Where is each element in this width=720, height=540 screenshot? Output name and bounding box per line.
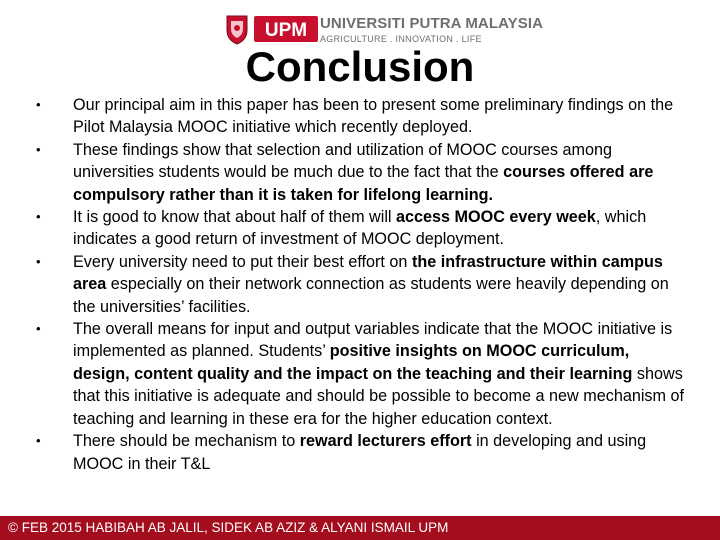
bullet-dot-icon: • <box>36 141 41 157</box>
bullet-text <box>44 318 688 430</box>
bullet-item <box>28 206 688 251</box>
bullet-text <box>44 206 688 251</box>
bullet-text-run: , which indicates a good return of investment of MOOC deployment. <box>73 208 647 249</box>
bullet-dot-icon: • <box>36 433 41 449</box>
bullet-text-run: shows that this initiative is adequate and should be possible to become a new mechanism of teaching and learning in these era for the higher education context. <box>73 364 684 428</box>
bullet-text-run: Every university need to put their best effort on <box>73 252 412 271</box>
bullet-text-bold: the infrastructure within campus area <box>73 252 663 294</box>
bullet-text-run: It is good to know that about half of them will <box>73 208 397 227</box>
bullet-text <box>44 139 688 206</box>
bullet-dot-icon: • <box>36 321 41 337</box>
bullet-text-run: Our principal aim in this paper has been to present some preliminary findings on the Pilot Malaysia MOOC initiative which recently deployed. <box>73 96 674 137</box>
bullet-list <box>28 94 688 475</box>
bullet-text <box>44 94 688 139</box>
bullet-text <box>44 430 688 475</box>
bullet-item <box>28 430 688 475</box>
bullet-item <box>28 94 688 139</box>
bullet-text-bold: positive insights on MOOC curriculum, design, content quality and the impact on the teaching and their learning <box>73 342 633 383</box>
bullet-text-run: in developing and using MOOC in their T&L <box>73 432 647 473</box>
footer-copyright: © FEB 2015 HABIBAH AB JALIL, SIDEK AB AZIZ & ALYANI ISMAIL UPM <box>8 520 449 535</box>
bullet-item <box>28 318 688 430</box>
university-name: UNIVERSITI PUTRA MALAYSIA <box>320 15 544 32</box>
bullet-dot-icon: • <box>36 253 41 269</box>
bullet-dot-icon: • <box>36 97 41 112</box>
logo-text: UPM <box>264 20 308 41</box>
bullet-item <box>28 251 688 318</box>
bullet-text-bold: access MOOC every week <box>396 208 596 227</box>
upm-logo-mark <box>254 16 318 42</box>
bullet-text <box>44 251 688 318</box>
bullet-item <box>28 139 688 206</box>
bullet-text-run: There should be mechanism to <box>73 432 300 451</box>
university-tagline: AGRICULTURE . INNOVATION . LIFE <box>320 34 482 44</box>
bullet-dot-icon: • <box>36 209 41 225</box>
bullet-text-run: The overall means for input and output variables indicate that the MOOC initiative is implemented as planned. Students’ <box>73 320 673 361</box>
bullet-text-bold: reward lecturers effort <box>299 432 472 451</box>
university-crest-icon <box>224 12 250 46</box>
bullet-text-run: especially on their network connection as students were heavily depending on the universities’ facilities. <box>73 275 669 316</box>
footer-bar <box>0 516 720 540</box>
slide-title: Conclusion <box>245 43 475 90</box>
bullet-text-run: These findings show that selection and utilization of MOOC courses among universities students would be much due to the fact that the <box>73 140 612 182</box>
bullet-text-bold: courses offered are compulsory rather than it is taken for lifelong learning. <box>73 163 654 204</box>
